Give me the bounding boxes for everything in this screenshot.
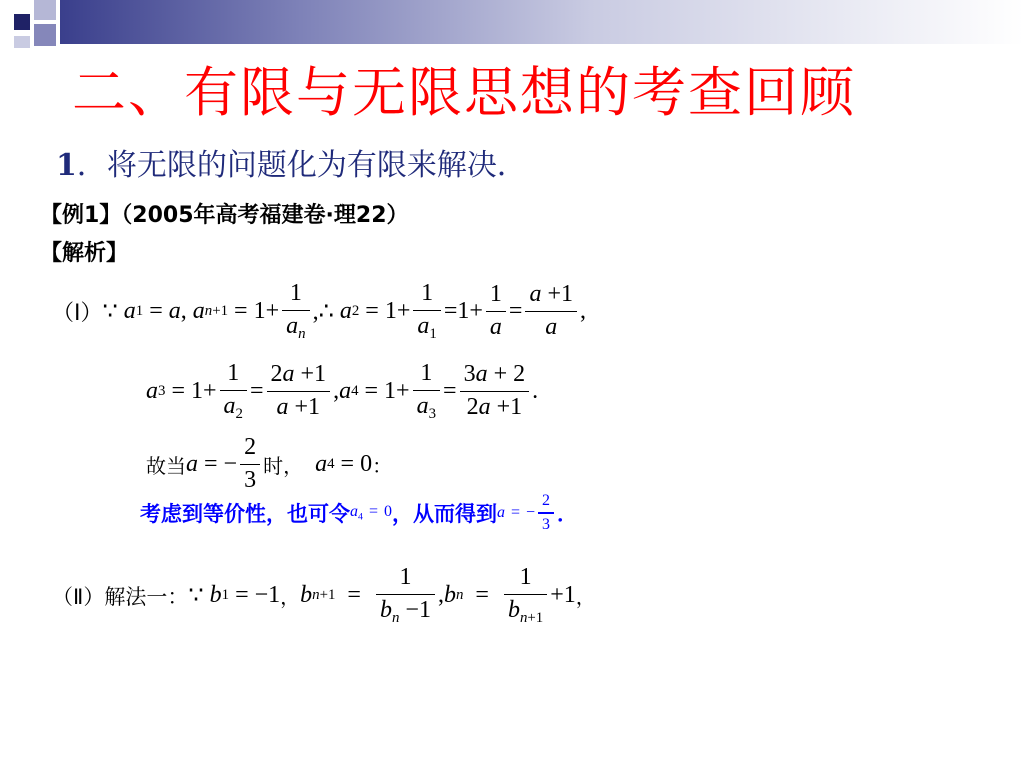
equation-part2: （Ⅱ）解法一： ∵ b 1 = −1 ， b n+1 = $\frac{1}{b_n -1}$ , b n = $\frac{1}{b_{n+1}}$ +1 ，	[52, 564, 596, 627]
part2-label: （Ⅱ）解法一：	[52, 584, 189, 609]
subheading-number: 1	[56, 148, 77, 183]
analysis-label-text: 【解析】	[40, 241, 129, 266]
corner-square-light	[34, 0, 56, 20]
header-bar	[60, 0, 1024, 44]
corner-square-mid	[34, 24, 56, 46]
subheading	[56, 140, 527, 184]
analysis-label	[40, 236, 128, 267]
conclusion-pre: 故当	[146, 453, 186, 478]
conclusion-line: 故当 a = − $\frac{2}{3}$ 时， a 4 = 0 ：	[146, 434, 393, 494]
example-label	[40, 198, 409, 229]
corner-square-dark	[14, 14, 30, 30]
note-mid: ，从而得到	[391, 502, 497, 527]
equation-part1-line1: （Ⅰ） ∵ a 1 = a , a n+1 = 1+ $\frac{1}{a_n}$ ,∴ a 2 = 1+ $\frac{1}{a_1}$ =1+ $\frac{1}{a}$ = $\frac{a +1}{a}$ ,	[52, 280, 586, 343]
note-eq2: a = − $\frac{2}{3}$	[497, 492, 557, 534]
equivalence-note	[140, 492, 578, 534]
note-pre: 考虑到等价性，也可令	[140, 502, 350, 527]
note-end: ．	[557, 502, 579, 527]
conclusion-colon: ：	[372, 453, 393, 478]
corner-square-small	[14, 36, 30, 48]
equation-part1-line2: a 3 = 1+ $\frac{1}{a_2}$ = $\frac{2a +1}{a +1}$ , a 4 = 1+ $\frac{1}{a_3}$ = $\frac{3a + 2}{2a +1}$ .	[146, 360, 539, 423]
note-eq1: $a_4 = 0$	[350, 503, 392, 523]
part1-label: （Ⅰ）	[52, 301, 103, 327]
subheading-text: ．将无限的问题化为有限来解决．	[76, 148, 527, 183]
slide-title: 二、有限与无限思想的考查回顾	[72, 61, 856, 124]
example-label-text: 【例1】（2005年高考福建卷·理22）	[40, 203, 409, 228]
conclusion-when: 时，	[263, 453, 304, 478]
